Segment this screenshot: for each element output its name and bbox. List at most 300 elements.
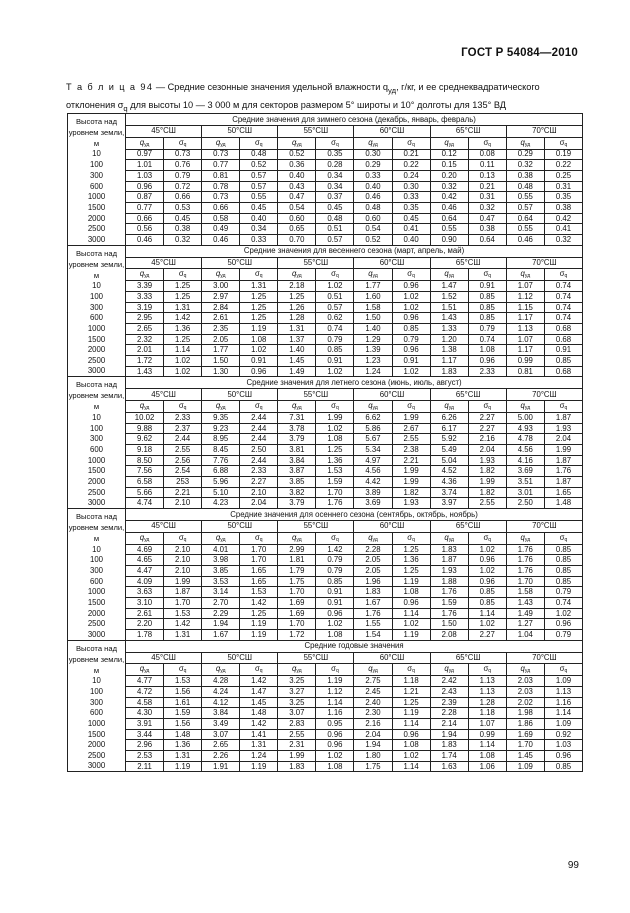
value-cell: 0.57 xyxy=(240,170,278,181)
q-symbol xyxy=(354,401,392,413)
q-symbol xyxy=(506,137,544,149)
sigma-symbol xyxy=(316,401,354,413)
sigma-letter: σ xyxy=(559,400,565,410)
height-cell: 3000 xyxy=(68,630,126,641)
value-cell: 1.31 xyxy=(164,630,202,641)
q-letter: q xyxy=(215,664,221,674)
value-cell: 1.03 xyxy=(126,170,164,181)
value-cell: 0.08 xyxy=(468,149,506,160)
sigma-symbol xyxy=(316,532,354,544)
sigma-symbol xyxy=(392,269,430,281)
value-cell: 1.42 xyxy=(164,619,202,630)
value-cell: 1.39 xyxy=(354,345,392,356)
value-cell: 1.53 xyxy=(164,608,202,619)
sigma-subscript: q xyxy=(335,404,339,411)
sigma-letter: σ xyxy=(178,664,184,674)
sigma-letter: σ xyxy=(407,532,413,542)
q-symbol xyxy=(202,532,240,544)
table-row xyxy=(68,487,583,498)
q-symbol xyxy=(278,401,316,413)
value-cell: 1.74 xyxy=(430,751,468,762)
value-cell: 1.02 xyxy=(468,619,506,630)
q-letter: q xyxy=(215,400,221,410)
sigma-subscript: q xyxy=(488,404,492,411)
value-cell: 3.39 xyxy=(126,281,164,292)
value-cell: 4.28 xyxy=(202,676,240,687)
value-cell: 1.65 xyxy=(240,565,278,576)
value-cell: 0.85 xyxy=(544,565,582,576)
sigma-letter: σ xyxy=(178,400,184,410)
value-cell: 4.58 xyxy=(126,697,164,708)
value-cell: 3.14 xyxy=(202,587,240,598)
q-letter: q xyxy=(292,269,297,279)
value-cell: 1.87 xyxy=(164,587,202,598)
value-cell: 0.72 xyxy=(164,181,202,192)
value-cell: 1.75 xyxy=(354,761,392,772)
value-cell: 1.02 xyxy=(164,366,202,377)
value-cell: 2.03 xyxy=(506,676,544,687)
sigma-subscript: q xyxy=(564,536,568,543)
latitude-row xyxy=(68,125,583,137)
q-letter: q xyxy=(215,532,221,542)
q-subscript: уд xyxy=(448,404,454,411)
table-row xyxy=(68,291,583,302)
sigma-letter: σ xyxy=(559,137,565,147)
value-cell: 1.50 xyxy=(202,356,240,367)
value-cell: 0.40 xyxy=(354,181,392,192)
value-cell: 2.04 xyxy=(354,729,392,740)
height-cell: 300 xyxy=(68,565,126,576)
table-row xyxy=(68,149,583,160)
latitude-header: 55°СШ xyxy=(278,652,354,664)
value-cell: 0.47 xyxy=(278,192,316,203)
height-cell: 2000 xyxy=(68,345,126,356)
value-cell: 0.40 xyxy=(278,170,316,181)
value-cell: 2.20 xyxy=(126,619,164,630)
value-cell: 3.44 xyxy=(126,729,164,740)
value-cell: 1.70 xyxy=(278,587,316,598)
sigma-symbol xyxy=(316,137,354,149)
q-subscript: уд xyxy=(144,273,150,280)
value-cell: 0.36 xyxy=(278,160,316,171)
value-cell: 0.96 xyxy=(316,729,354,740)
value-cell: 1.88 xyxy=(430,576,468,587)
value-cell: 4.09 xyxy=(126,576,164,587)
value-cell: 4.23 xyxy=(202,498,240,509)
value-cell: 1.02 xyxy=(392,291,430,302)
value-cell: 0.73 xyxy=(164,149,202,160)
sigma-symbol xyxy=(164,664,202,676)
value-cell: 0.34 xyxy=(316,181,354,192)
height-cell: 2000 xyxy=(68,213,126,224)
value-cell: 0.74 xyxy=(544,291,582,302)
value-cell: 5.00 xyxy=(506,412,544,423)
sigma-letter: σ xyxy=(178,532,184,542)
value-cell: 1.47 xyxy=(240,686,278,697)
q-letter: q xyxy=(444,532,449,542)
q-letter: q xyxy=(520,400,525,410)
table-row xyxy=(68,160,583,171)
height-cell: 3000 xyxy=(68,366,126,377)
value-cell: 7.31 xyxy=(278,412,316,423)
value-cell: 3.78 xyxy=(278,423,316,434)
value-cell: 1.02 xyxy=(392,366,430,377)
latitude-header: 50°СШ xyxy=(202,125,278,137)
value-cell: 1.23 xyxy=(354,356,392,367)
value-cell: 0.91 xyxy=(468,281,506,292)
value-cell: 0.73 xyxy=(202,192,240,203)
q-subscript: уд xyxy=(524,404,531,411)
value-cell: 2.54 xyxy=(164,466,202,477)
value-cell: 1.07 xyxy=(506,334,544,345)
value-cell: 1.70 xyxy=(506,740,544,751)
sigma-symbol xyxy=(164,137,202,149)
sigma-letter: σ xyxy=(483,269,489,279)
value-cell: 2.29 xyxy=(202,608,240,619)
value-cell: 0.79 xyxy=(544,587,582,598)
table-row xyxy=(68,587,583,598)
value-cell: 4.01 xyxy=(202,544,240,555)
latitude-header: 60°СШ xyxy=(354,652,430,664)
value-cell: 1.26 xyxy=(278,302,316,313)
section-title: Средние значения для летнего сезона (июнь, июль, август) xyxy=(126,377,583,389)
value-cell: 1.37 xyxy=(278,334,316,345)
value-cell: 0.76 xyxy=(164,160,202,171)
latitude-row xyxy=(68,520,583,532)
q-symbol xyxy=(126,137,164,149)
sigma-subscript: q xyxy=(259,668,263,675)
sigma-letter: σ xyxy=(483,400,489,410)
value-cell: 1.19 xyxy=(392,630,430,641)
value-cell: 1.60 xyxy=(354,291,392,302)
q-symbol xyxy=(506,269,544,281)
value-cell: 0.11 xyxy=(468,160,506,171)
value-cell: 0.15 xyxy=(430,160,468,171)
sigma-symbol xyxy=(468,532,506,544)
sigma-letter: σ xyxy=(254,400,260,410)
height-cell: 10 xyxy=(68,412,126,423)
q-symbol xyxy=(430,532,468,544)
q-subscript: уд xyxy=(372,668,378,675)
value-cell: 1.59 xyxy=(164,708,202,719)
table-row xyxy=(68,686,583,697)
q-letter: q xyxy=(292,400,297,410)
value-cell: 1.56 xyxy=(164,686,202,697)
height-cell: 2000 xyxy=(68,608,126,619)
standard-header: ГОСТ Р 54084—2010 xyxy=(461,47,578,59)
value-cell: 3.53 xyxy=(202,576,240,587)
value-cell: 0.91 xyxy=(240,356,278,367)
sigma-symbol xyxy=(240,137,278,149)
sigma-letter: σ xyxy=(254,664,260,674)
value-cell: 2.10 xyxy=(240,487,278,498)
value-cell: 2.38 xyxy=(392,444,430,455)
value-cell: 4.47 xyxy=(126,565,164,576)
value-cell: 2.61 xyxy=(126,608,164,619)
latitude-header: 45°СШ xyxy=(126,520,202,532)
value-cell: 0.32 xyxy=(506,160,544,171)
value-cell: 2.53 xyxy=(126,751,164,762)
value-cell: 0.57 xyxy=(240,181,278,192)
value-cell: 1.40 xyxy=(354,323,392,334)
value-cell: 1.65 xyxy=(240,576,278,587)
value-cell: 0.31 xyxy=(468,192,506,203)
caption-prefix: Т а б л и ц а 94 xyxy=(66,82,154,92)
sigma-symbol xyxy=(164,401,202,413)
table-row xyxy=(68,598,583,609)
value-cell: 0.12 xyxy=(430,149,468,160)
height-cell: 600 xyxy=(68,444,126,455)
q-symbol xyxy=(126,664,164,676)
table-row xyxy=(68,202,583,213)
value-cell: 1.58 xyxy=(506,587,544,598)
latitude-header: 55°СШ xyxy=(278,389,354,401)
value-cell: 1.99 xyxy=(468,477,506,488)
latitude-header: 50°СШ xyxy=(202,652,278,664)
value-cell: 0.51 xyxy=(316,224,354,235)
value-cell: 1.42 xyxy=(316,544,354,555)
table-row xyxy=(68,313,583,324)
value-cell: 0.38 xyxy=(164,224,202,235)
value-cell: 1.53 xyxy=(240,587,278,598)
value-cell: 0.85 xyxy=(468,302,506,313)
value-cell: 1.28 xyxy=(278,313,316,324)
value-cell: 2.04 xyxy=(544,434,582,445)
value-cell: 1.02 xyxy=(316,366,354,377)
value-cell: 1.70 xyxy=(278,619,316,630)
table-row xyxy=(68,719,583,730)
value-cell: 0.74 xyxy=(316,323,354,334)
q-letter: q xyxy=(292,532,297,542)
sigma-letter: σ xyxy=(254,269,260,279)
value-cell: 6.88 xyxy=(202,466,240,477)
value-cell: 5.92 xyxy=(430,434,468,445)
sigma-letter: σ xyxy=(407,137,413,147)
value-cell: 1.87 xyxy=(544,412,582,423)
height-cell: 2500 xyxy=(68,619,126,630)
height-cell: 10 xyxy=(68,149,126,160)
symbol-row xyxy=(68,401,583,413)
sigma-symbol xyxy=(392,664,430,676)
value-cell: 0.33 xyxy=(354,170,392,181)
symbol-row xyxy=(68,269,583,281)
sigma-letter: σ xyxy=(178,137,184,147)
value-cell: 2.44 xyxy=(240,434,278,445)
value-cell: 2.05 xyxy=(354,555,392,566)
value-cell: 1.99 xyxy=(278,751,316,762)
table-row xyxy=(68,334,583,345)
sigma-subscript: q xyxy=(488,141,492,148)
table-row xyxy=(68,356,583,367)
value-cell: 1.79 xyxy=(278,565,316,576)
value-cell: 1.69 xyxy=(278,598,316,609)
sigma-subscript: q xyxy=(412,273,415,280)
value-cell: 1.25 xyxy=(240,291,278,302)
caption-sub-2: q xyxy=(123,103,128,113)
sigma-letter: σ xyxy=(178,269,184,279)
value-cell: 0.46 xyxy=(202,235,240,246)
value-cell: 1.18 xyxy=(468,708,506,719)
latitude-row xyxy=(68,652,583,664)
value-cell: 1.76 xyxy=(316,498,354,509)
height-cell: 300 xyxy=(68,434,126,445)
height-cell: 2500 xyxy=(68,224,126,235)
symbol-row xyxy=(68,137,583,149)
q-subscript: уд xyxy=(524,141,531,148)
value-cell: 0.96 xyxy=(392,598,430,609)
value-cell: 0.79 xyxy=(468,323,506,334)
value-cell: 0.79 xyxy=(164,170,202,181)
height-cell: 1000 xyxy=(68,192,126,203)
value-cell: 2.10 xyxy=(164,565,202,576)
height-cell: 2000 xyxy=(68,477,126,488)
sigma-subscript: q xyxy=(412,404,415,411)
value-cell: 1.13 xyxy=(544,686,582,697)
value-cell: 2.39 xyxy=(430,697,468,708)
value-cell: 1.36 xyxy=(392,555,430,566)
value-cell: 0.68 xyxy=(544,334,582,345)
value-cell: 2.96 xyxy=(126,740,164,751)
value-cell: 0.96 xyxy=(316,608,354,619)
value-cell: 1.65 xyxy=(544,487,582,498)
q-subscript: уд xyxy=(220,273,226,280)
sigma-letter: σ xyxy=(559,532,565,542)
sigma-subscript: q xyxy=(564,404,568,411)
value-cell: 2.10 xyxy=(164,498,202,509)
value-cell: 0.85 xyxy=(468,598,506,609)
table-row xyxy=(68,477,583,488)
value-cell: 1.25 xyxy=(164,291,202,302)
value-cell: 1.70 xyxy=(506,576,544,587)
value-cell: 1.38 xyxy=(430,345,468,356)
value-cell: 0.46 xyxy=(126,235,164,246)
value-cell: 0.91 xyxy=(316,356,354,367)
sigma-letter: σ xyxy=(407,664,413,674)
value-cell: 0.66 xyxy=(164,192,202,203)
q-letter: q xyxy=(368,269,373,279)
value-cell: 0.96 xyxy=(316,740,354,751)
sigma-subscript: q xyxy=(259,404,263,411)
sigma-symbol xyxy=(468,269,506,281)
height-cell: 600 xyxy=(68,181,126,192)
value-cell: 1.43 xyxy=(126,366,164,377)
sigma-symbol xyxy=(544,401,582,413)
value-cell: 3.91 xyxy=(126,719,164,730)
value-cell: 3.85 xyxy=(278,477,316,488)
value-cell: 1.14 xyxy=(316,697,354,708)
latitude-header: 45°СШ xyxy=(126,125,202,137)
value-cell: 6.62 xyxy=(354,412,392,423)
sigma-subscript: q xyxy=(183,536,187,543)
value-cell: 1.02 xyxy=(392,302,430,313)
value-cell: 1.86 xyxy=(506,719,544,730)
value-cell: 0.34 xyxy=(240,224,278,235)
value-cell: 1.72 xyxy=(278,630,316,641)
q-subscript: уд xyxy=(144,668,150,675)
value-cell: 1.36 xyxy=(164,323,202,334)
value-cell: 0.31 xyxy=(544,181,582,192)
q-letter: q xyxy=(292,137,297,147)
latitude-header: 70°СШ xyxy=(506,389,582,401)
q-symbol xyxy=(506,664,544,676)
value-cell: 0.68 xyxy=(544,366,582,377)
value-cell: 1.01 xyxy=(126,160,164,171)
q-symbol xyxy=(506,401,544,413)
value-cell: 0.96 xyxy=(544,619,582,630)
height-cell: 2500 xyxy=(68,356,126,367)
sigma-letter: σ xyxy=(559,664,565,674)
value-cell: 0.56 xyxy=(126,224,164,235)
value-cell: 0.96 xyxy=(392,281,430,292)
sigma-subscript: q xyxy=(412,668,415,675)
value-cell: 0.64 xyxy=(468,235,506,246)
value-cell: 0.74 xyxy=(544,281,582,292)
value-cell: 1.99 xyxy=(164,576,202,587)
q-subscript: уд xyxy=(144,141,150,148)
table-row xyxy=(68,434,583,445)
value-cell: 4.93 xyxy=(506,423,544,434)
value-cell: 0.32 xyxy=(468,202,506,213)
value-cell: 1.76 xyxy=(430,587,468,598)
value-cell: 0.96 xyxy=(392,345,430,356)
value-cell: 0.91 xyxy=(392,356,430,367)
value-cell: 1.30 xyxy=(202,366,240,377)
value-cell: 3.81 xyxy=(278,444,316,455)
value-cell: 1.14 xyxy=(392,608,430,619)
value-cell: 1.94 xyxy=(202,619,240,630)
value-cell: 1.21 xyxy=(392,686,430,697)
value-cell: 0.58 xyxy=(202,213,240,224)
value-cell: 0.22 xyxy=(544,160,582,171)
sigma-subscript: q xyxy=(183,273,187,280)
sigma-subscript: q xyxy=(183,404,187,411)
value-cell: 1.43 xyxy=(506,598,544,609)
sigma-subscript: q xyxy=(259,536,263,543)
value-cell: 1.94 xyxy=(354,740,392,751)
q-subscript: уд xyxy=(448,141,454,148)
value-cell: 0.52 xyxy=(278,149,316,160)
value-cell: 0.79 xyxy=(392,334,430,345)
value-cell: 2.21 xyxy=(392,455,430,466)
value-cell: 1.82 xyxy=(468,487,506,498)
value-cell: 2.44 xyxy=(240,455,278,466)
value-cell: 0.79 xyxy=(316,565,354,576)
value-cell: 0.64 xyxy=(506,213,544,224)
latitude-header: 60°СШ xyxy=(354,257,430,269)
sigma-subscript: q xyxy=(335,273,339,280)
latitude-header: 45°СШ xyxy=(126,652,202,664)
table-row xyxy=(68,224,583,235)
value-cell: 0.85 xyxy=(392,323,430,334)
q-symbol xyxy=(278,269,316,281)
value-cell: 2.35 xyxy=(202,323,240,334)
value-cell: 1.14 xyxy=(392,719,430,730)
value-cell: 9.18 xyxy=(126,444,164,455)
value-cell: 1.42 xyxy=(164,313,202,324)
value-cell: 2.02 xyxy=(506,697,544,708)
sigma-subscript: q xyxy=(259,273,263,280)
value-cell: 10.02 xyxy=(126,412,164,423)
value-cell: 3.25 xyxy=(278,676,316,687)
value-cell: 1.31 xyxy=(278,323,316,334)
value-cell: 1.81 xyxy=(278,555,316,566)
value-cell: 0.99 xyxy=(468,729,506,740)
value-cell: 1.09 xyxy=(506,761,544,772)
value-cell: 0.96 xyxy=(126,181,164,192)
height-cell: 1500 xyxy=(68,334,126,345)
value-cell: 0.81 xyxy=(506,366,544,377)
q-letter: q xyxy=(520,664,525,674)
